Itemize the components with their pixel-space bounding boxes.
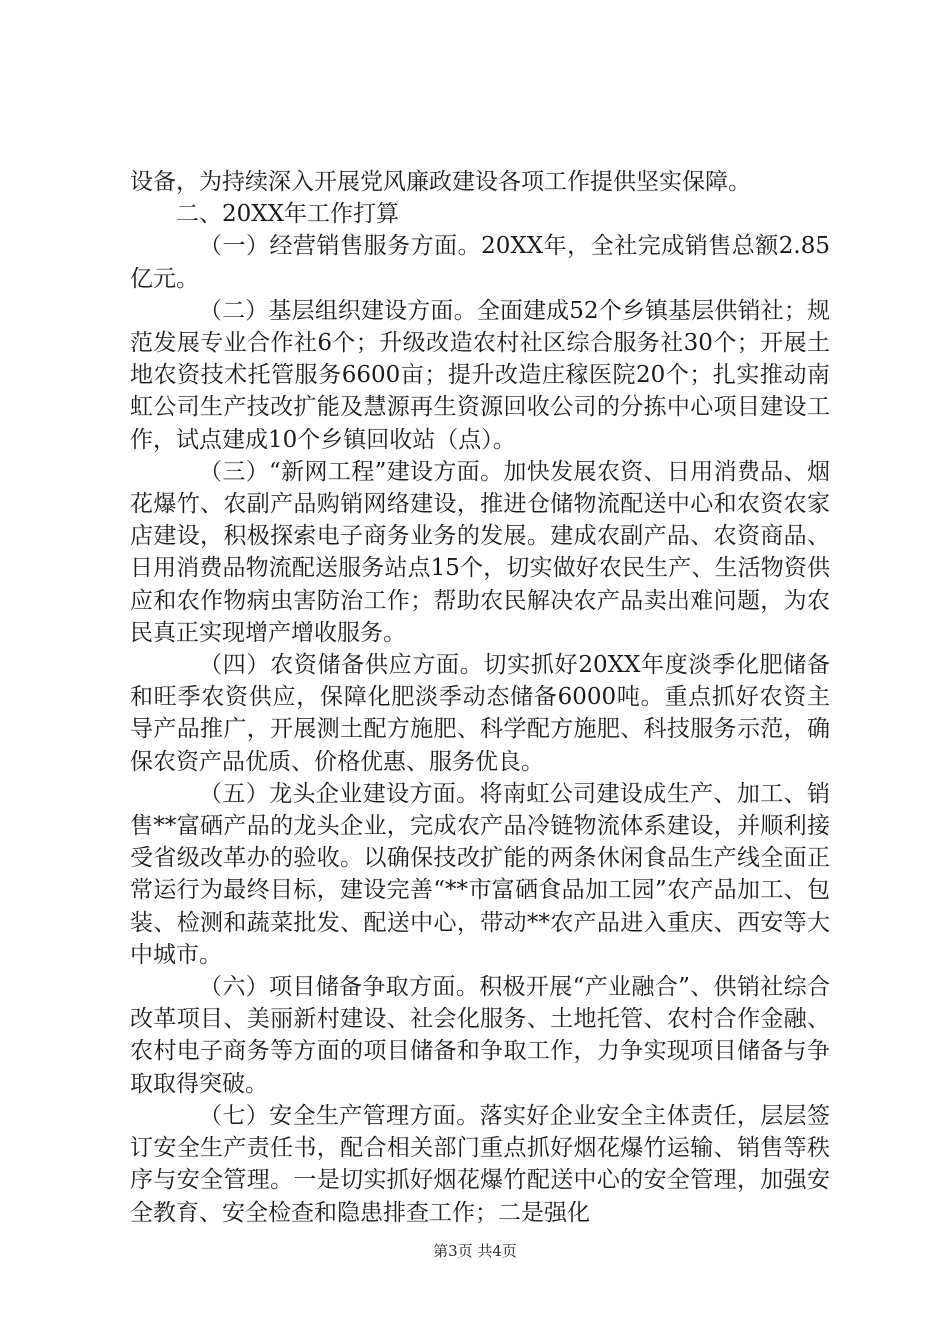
paragraph-safety: （七）安全生产管理方面。落实好企业安全主体责任，层层签订安全生产责任书，配合相关部门重点抓好烟花爆竹运输、销售等秩序与安全管理。一是切实抓好烟花爆竹配送中心的安全管理，加强安全教育、安全检查和隐患排查工作；二是强化: [130, 1102, 830, 1226]
paragraph-projects: （六）项目储备争取方面。积极开展“产业融合”、供销社综合改革项目、美丽新村建设、社会化服务、土地托管、农村合作金融、农村电子商务等方面的项目储备和争取工作，力争实现项目储备与争取取得突破。: [130, 974, 830, 1097]
paragraph-organization: （二）基层组织建设方面。全面建成52个乡镇基层供销社；规范发展专业合作社6个；升级改造农村社区综合服务社30个；开展土地农资技术托管服务6600亩；提升改造庄稼医院20个；扎实推动南虹公司生产技改扩能及慧源再生资源回收公司的分拣中心项目建设工作，试点建成10个乡镇回收站（点）。: [130, 297, 830, 453]
page-footer: [0, 1240, 950, 1261]
page-number: 第3页 共4页: [433, 1242, 517, 1260]
paragraph-sales: （一）经营销售服务方面。20XX年，全社完成销售总额2.85亿元。: [130, 233, 830, 292]
paragraph-enterprise: （五）龙头企业建设方面。将南虹公司建设成生产、加工、销售**富硒产品的龙头企业，完成农产品冷链物流体系建设，并顺利接受省级改革办的验收。以确保技改扩能的两条休闲食品生产线全面正常运行为最终目标，建设完善“**市富硒食品加工园”农产品加工、包装、检测和蔬菜批发、配送中心，带动**农产品进入重庆、西安等大中城市。: [130, 780, 830, 968]
section-heading: 二、20XX年工作打算: [176, 201, 400, 228]
paragraph-supply: （四）农资储备供应方面。切实抓好20XX年度淡季化肥储备和旺季农资供应，保障化肥淡季动态储备6000吨。重点抓好农资主导产品推广，开展测土配方施肥、科学配方施肥、科技服务示范，确保农资产品优质、价格优惠、服务优良。: [130, 652, 830, 775]
paragraph-network: （三）“新网工程”建设方面。加快发展农资、日用消费品、烟花爆竹、农副产品购销网络建设，推进仓储物流配送中心和农资农家店建设，积极探索电子商务业务的发展。建成农副产品、农资商品、日用消费品物流配送服务站点15个，切实做好农民生产、生活物资供应和农作物病虫害防治工作；帮助农民解决农产品卖出难问题，为农民真正实现增产增收服务。: [130, 458, 830, 646]
paragraph-continuation: 设备，为持续深入开展党风廉政建设各项工作提供坚实保障。: [130, 169, 751, 195]
document-body: [130, 166, 830, 1229]
